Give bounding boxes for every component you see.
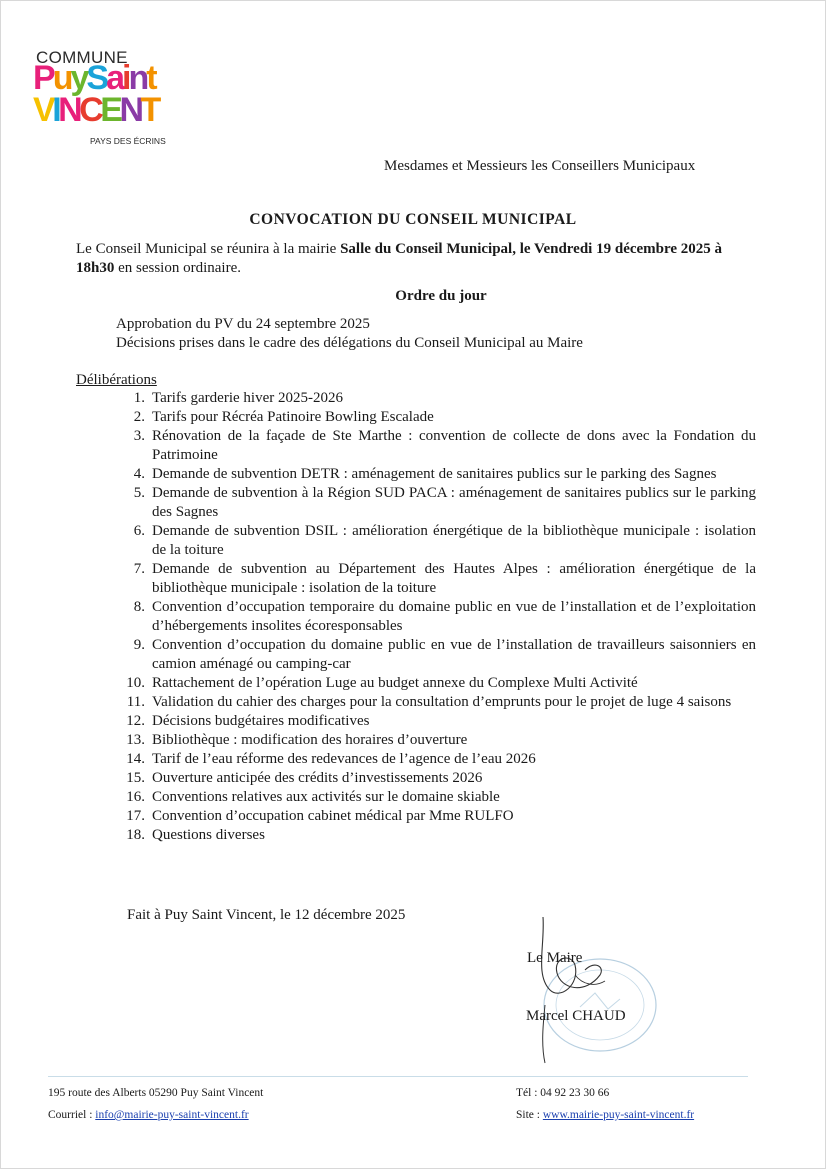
footer-address: 195 route des Alberts 05290 Puy Saint Vincent <box>48 1087 264 1099</box>
website-link[interactable]: www.mairie-puy-saint-vincent.fr <box>542 1109 695 1121</box>
item-number: 7. <box>133 561 145 577</box>
preamble-item: Approbation du PV du 24 septembre 2025 <box>116 316 370 332</box>
list-item <box>76 598 756 636</box>
item-text: Tarifs garderie hiver 2025-2026 <box>152 390 343 406</box>
logo-puy-saint: PuySaint <box>33 59 155 97</box>
item-number: 16. <box>126 789 145 805</box>
item-text: Demande de subvention à la Région SUD PACA : aménagement de sanitaires publics sur le parking des Sagnes <box>152 485 756 520</box>
item-text: Demande de subvention DETR : aménagement de sanitaires publics sur le parking des Sagnes <box>152 466 717 482</box>
preamble <box>116 315 583 353</box>
list-item <box>76 427 756 465</box>
footer-site-label: Site : <box>516 1109 543 1121</box>
item-text: Convention d’occupation du domaine public en vue de l’installation de travailleurs saisonniers en camion aménagé ou camping-car <box>152 637 756 672</box>
item-number: 13. <box>126 732 145 748</box>
signature-block <box>520 915 720 1065</box>
list-item <box>76 389 756 408</box>
item-text: Rénovation de la façade de Ste Marthe : convention de collecte de dons avec la Fondation du Patrimoine <box>152 428 756 463</box>
document-title: CONVOCATION DU CONSEIL MUNICIPAL <box>249 211 577 228</box>
list-item <box>76 712 756 731</box>
list-item <box>76 731 756 750</box>
item-number: 4. <box>133 466 145 482</box>
list-item <box>76 807 756 826</box>
list-item <box>76 636 756 674</box>
footer-email-label: Courriel : <box>48 1109 96 1121</box>
list-item <box>76 788 756 807</box>
item-text: Tarifs pour Récréa Patinoire Bowling Escalade <box>152 409 434 425</box>
list-item <box>76 522 756 560</box>
addressee: Mesdames et Messieurs les Conseillers Municipaux <box>384 158 696 174</box>
item-number: 12. <box>126 713 145 729</box>
deliberations-heading: Délibérations <box>76 372 157 388</box>
item-text: Décisions budgétaires modificatives <box>152 713 370 729</box>
item-number: 15. <box>126 770 145 786</box>
preamble-item: Décisions prises dans le cadre des délégations du Conseil Municipal au Maire <box>116 335 583 351</box>
logo-commune-text: COMMUNE <box>36 48 128 67</box>
logo-vincent: VINCENT <box>33 91 158 129</box>
item-number: 11. <box>126 694 145 710</box>
item-text: Convention d’occupation temporaire du domaine public en vue de l’installation et de l’exploitation d’hébergements insolites écoresponsables <box>152 599 756 634</box>
item-text: Convention d’occupation cabinet médical par Mme RULFO <box>152 808 514 824</box>
mayor-name: Marcel CHAUD <box>526 1008 626 1024</box>
item-number: 1. <box>133 390 145 406</box>
item-number: 5. <box>133 485 145 501</box>
intro-meeting-details: Salle du Conseil Municipal, le Vendredi 19 décembre 2025 à 18h30 <box>76 241 723 276</box>
commune-logo <box>33 48 183 148</box>
item-number: 17. <box>126 808 145 824</box>
intro-session-text: en session ordinaire. <box>114 260 241 276</box>
deliberations-list <box>76 389 756 845</box>
logo-pays-text: PAYS DES ÉCRINS <box>90 136 166 146</box>
list-item <box>76 408 756 427</box>
item-text: Questions diverses <box>152 827 265 843</box>
item-number: 18. <box>126 827 145 843</box>
footer-divider <box>48 1076 748 1077</box>
footer-site <box>516 1109 694 1121</box>
item-text: Validation du cahier des charges pour la consultation d’emprunts pour le projet de luge 4 saisons <box>152 694 732 710</box>
item-number: 10. <box>126 675 145 691</box>
item-number: 3. <box>133 428 145 444</box>
item-text: Ouverture anticipée des crédits d’investissements 2026 <box>152 770 483 786</box>
list-item <box>76 484 756 522</box>
list-item <box>76 560 756 598</box>
ordre-du-jour-heading: Ordre du jour <box>395 288 487 304</box>
list-item <box>76 693 756 712</box>
item-number: 14. <box>126 751 145 767</box>
footer-phone: Tél : 04 92 23 30 66 <box>516 1087 610 1099</box>
closing-line: Fait à Puy Saint Vincent, le 12 décembre 2025 <box>127 907 406 923</box>
item-text: Rattachement de l’opération Luge au budget annexe du Complexe Multi Activité <box>152 675 638 691</box>
list-item <box>76 674 756 693</box>
list-item <box>76 826 756 845</box>
item-text: Demande de subvention au Département des Hautes Alpes : amélioration énergétique de la bibliothèque municipale : isolation de la toiture <box>152 561 756 596</box>
list-item <box>76 465 756 484</box>
item-text: Bibliothèque : modification des horaires d’ouverture <box>152 732 468 748</box>
item-number: 8. <box>133 599 145 615</box>
item-number: 2. <box>133 409 145 425</box>
intro-text: Le Conseil Municipal se réunira à la mairie <box>76 241 341 257</box>
footer-email <box>48 1109 249 1121</box>
item-text: Demande de subvention DSIL : amélioration énergétique de la bibliothèque municipale : isolation de la toiture <box>152 523 756 558</box>
item-number: 6. <box>133 523 145 539</box>
item-text: Conventions relatives aux activités sur le domaine skiable <box>152 789 500 805</box>
mayor-title: Le Maire <box>527 950 583 966</box>
item-text: Tarif de l’eau réforme des redevances de l’agence de l’eau 2026 <box>152 751 536 767</box>
email-link[interactable]: info@mairie-puy-saint-vincent.fr <box>95 1109 249 1121</box>
item-number: 9. <box>133 637 145 653</box>
list-item <box>76 750 756 769</box>
intro-paragraph <box>76 240 746 278</box>
list-item <box>76 769 756 788</box>
